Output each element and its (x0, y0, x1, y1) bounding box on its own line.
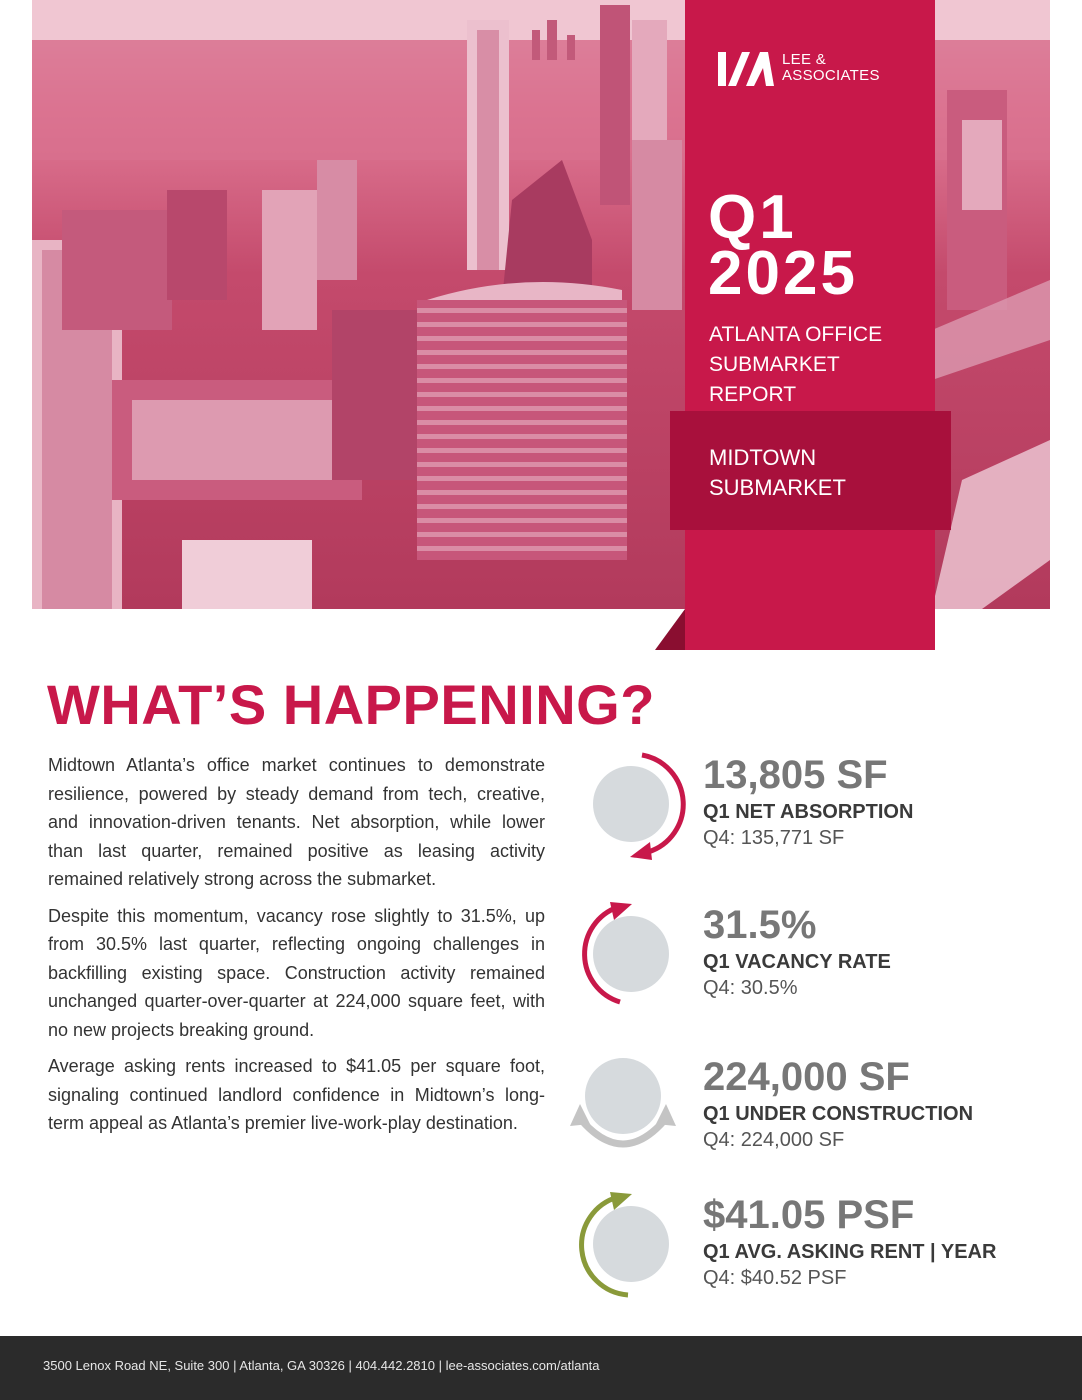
stat-previous: Q4: 30.5% (703, 977, 798, 999)
body-paragraph: Average asking rents increased to $41.05 per square foot, signaling continued landlord confidence in Midtown’s long-term appeal as Atlanta’s premier live-work-play destination. (48, 1056, 545, 1133)
logo-wordmark (782, 52, 880, 84)
section-heading: WHAT’S HAPPENING? (47, 673, 655, 736)
stat-asking-rent (570, 1192, 1050, 1322)
page-footer (0, 1336, 1082, 1400)
stat-label: Q1 AVG. ASKING RENT | YEAR (703, 1241, 997, 1263)
submarket-line-1: MIDTOWN (709, 445, 817, 470)
report-title (709, 320, 929, 410)
panel-fold-shadow (655, 609, 685, 650)
stat-label: Q1 VACANCY RATE (703, 951, 891, 973)
lee-associates-logo-icon (718, 50, 774, 86)
stat-label: Q1 NET ABSORPTION (703, 801, 914, 823)
stat-vacancy-rate (570, 902, 1050, 1032)
report-title-line-1: ATLANTA OFFICE (709, 323, 883, 346)
up-arrow-icon (570, 902, 690, 1012)
company-logo (718, 50, 880, 86)
report-title-line-2: SUBMARKET REPORT (709, 353, 840, 406)
clockwise-arrow-icon (570, 752, 690, 862)
stat-under-construction (570, 1054, 1050, 1184)
report-quarter: Q1 (708, 183, 797, 252)
section-body (48, 751, 545, 1146)
stat-previous: Q4: 135,771 SF (703, 827, 845, 849)
report-year: 2025 (708, 239, 858, 308)
logo-line-2: ASSOCIATES (782, 67, 880, 84)
logo-line-1: LEE & (782, 51, 827, 68)
body-paragraph: Despite this momentum, vacancy rose slightly to 31.5%, up from 30.5% last quarter, reflecting ongoing challenges in backfilling existing space. Construction activity remained unchanged quarter-over-quarter at 224,000 square feet, with no new projects breaking ground. (48, 905, 545, 1040)
stat-value: 13,805 SF (703, 753, 888, 797)
flat-arrow-icon (570, 1054, 690, 1164)
stat-value: 224,000 SF (703, 1055, 910, 1099)
stat-label: Q1 UNDER CONSTRUCTION (703, 1103, 974, 1125)
submarket-box (670, 411, 951, 530)
stat-value: $41.05 PSF (703, 1193, 915, 1237)
stat-previous: Q4: $40.52 PSF (703, 1267, 847, 1289)
body-paragraph: Midtown Atlanta’s office market continues to demonstrate resilience, powered by steady demand from tech, creative, and innovation-driven tenants. Net absorption, while lower than last quarter, remained positive as leasing activity remained relatively strong across the submarket. (48, 755, 545, 889)
submarket-line-2: SUBMARKET (709, 475, 846, 500)
stat-net-absorption (570, 752, 1050, 882)
up-arrow-icon (570, 1192, 690, 1302)
stat-value: 31.5% (703, 903, 817, 947)
footer-contact-text: 3500 Lenox Road NE, Suite 300 | Atlanta, GA 30326 | 404.442.2810 | lee-associates.com/atlanta (43, 1358, 600, 1373)
stat-previous: Q4: 224,000 SF (703, 1129, 845, 1151)
report-period (708, 183, 858, 308)
